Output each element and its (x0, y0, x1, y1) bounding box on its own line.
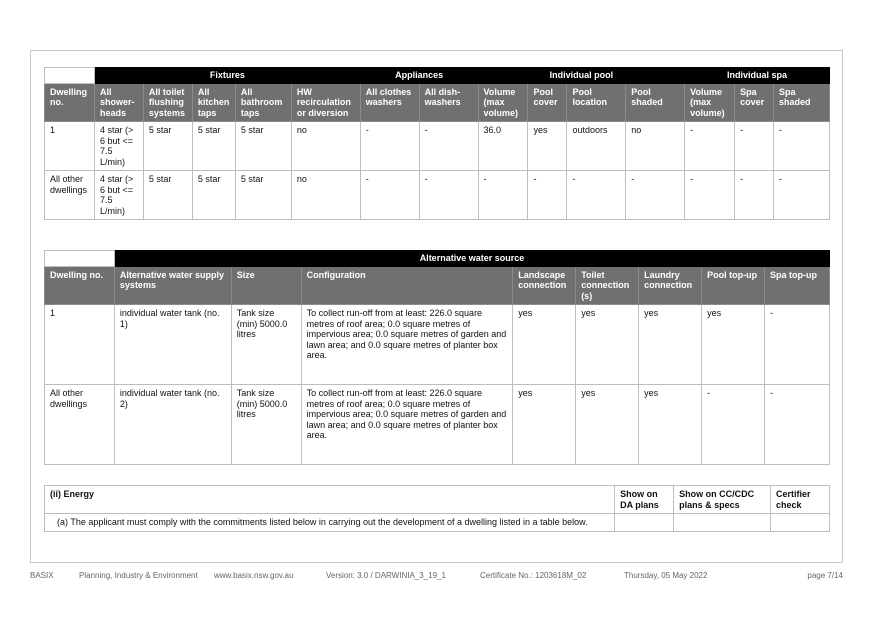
table-cell: yes (513, 385, 576, 465)
table-cell: outdoors (567, 122, 626, 171)
column-header: Configuration (301, 266, 513, 305)
table-cell: To collect run-off from at least: 226.0 square metres of roof area; 0.0 square metres of impervious area; 0.0 square metres of garden and lawn area; and 0.0 square metres of planter box area. (301, 385, 513, 465)
table-cell: To collect run-off from at least: 226.0 square metres of roof area; 0.0 square metres of impervious area; 0.0 square metres of garden and lawn area; and 0.0 square metres of planter box area. (301, 305, 513, 385)
table-row (45, 171, 830, 220)
table-cell: no (291, 122, 360, 171)
table-cell: 36.0 (478, 122, 528, 171)
table-cell: yes (528, 122, 567, 171)
table-cell: 5 star (192, 122, 235, 171)
table-cell: - (735, 171, 774, 220)
footer-url: www.basix.nsw.gov.au (214, 571, 294, 580)
table-cell: - (685, 122, 735, 171)
column-header: Volume (max volume) (685, 83, 735, 122)
table-cell (674, 514, 771, 532)
section-title: (ii) Energy (45, 486, 615, 514)
table-cell: - (360, 171, 419, 220)
table-cell (771, 514, 830, 532)
column-header: All bathroom taps (235, 83, 291, 122)
table-cell: - (360, 122, 419, 171)
page-footer (30, 571, 843, 583)
table-cell: 5 star (235, 122, 291, 171)
group-header: Appliances (360, 68, 478, 84)
table-cell: - (735, 122, 774, 171)
column-header: Pool top-up (702, 266, 765, 305)
table-row (45, 122, 830, 171)
table-cell: 4 star (> 6 but <= 7.5 L/min) (94, 122, 143, 171)
table-cell: Tank size (min) 5000.0 litres (231, 385, 301, 465)
column-header: All clothes washers (360, 83, 419, 122)
footer-date: Thursday, 05 May 2022 (624, 571, 708, 580)
column-header: Pool shaded (626, 83, 685, 122)
table-cell: 5 star (192, 171, 235, 220)
table-cell: - (419, 122, 478, 171)
column-header: Pool location (567, 83, 626, 122)
alternative-water-table (44, 250, 830, 465)
table-row (45, 514, 830, 532)
table-cell: 5 star (143, 171, 192, 220)
table-cell: 5 star (235, 171, 291, 220)
table-cell: yes (576, 385, 639, 465)
table-cell: - (626, 171, 685, 220)
commitment-text: (a) The applicant must comply with the commitments listed below in carrying out the development of a dwelling listed in a table below. (45, 514, 615, 532)
column-header: All toilet flushing systems (143, 83, 192, 122)
table-cell: 1 (45, 305, 115, 385)
footer-certificate: Certificate No.: 1203618M_02 (480, 571, 587, 580)
table-cell: no (291, 171, 360, 220)
table-row (45, 305, 830, 385)
table-cell: no (626, 122, 685, 171)
column-header: Landscape connection (513, 266, 576, 305)
column-header: Show on CC/CDC plans & specs (674, 486, 771, 514)
group-header: Alternative water source (114, 251, 829, 267)
table-cell: - (774, 171, 830, 220)
table-cell: individual water tank (no. 1) (114, 305, 231, 385)
table-cell: yes (576, 305, 639, 385)
table-cell: 1 (45, 122, 95, 171)
table-cell: - (774, 122, 830, 171)
column-header: Laundry connection (639, 266, 702, 305)
table-cell: - (765, 305, 830, 385)
table-cell: yes (639, 305, 702, 385)
energy-table (44, 485, 830, 532)
table-row (45, 385, 830, 465)
footer-department: Planning, Industry & Environment (79, 571, 198, 580)
column-header: Spa cover (735, 83, 774, 122)
table-cell: - (478, 171, 528, 220)
column-header: All dish-washers (419, 83, 478, 122)
footer-page-number: page 7/14 (807, 571, 843, 580)
column-header: Pool cover (528, 83, 567, 122)
table-cell: individual water tank (no. 2) (114, 385, 231, 465)
table-cell: 5 star (143, 122, 192, 171)
table-cell: All other dwellings (45, 171, 95, 220)
table-cell: Tank size (min) 5000.0 litres (231, 305, 301, 385)
table-cell: - (685, 171, 735, 220)
table-cell: yes (513, 305, 576, 385)
column-header: Certifier check (771, 486, 830, 514)
group-blank-cell (45, 68, 95, 84)
group-header: Individual pool (478, 68, 685, 84)
column-header: Alternative water supply systems (114, 266, 231, 305)
footer-basix: BASIX (30, 571, 54, 580)
group-blank-cell (45, 251, 115, 267)
column-header: Dwelling no. (45, 83, 95, 122)
table-cell: - (702, 385, 765, 465)
table-cell (615, 514, 674, 532)
column-header: HW recirculation or diversion (291, 83, 360, 122)
column-header: Volume (max volume) (478, 83, 528, 122)
group-header: Individual spa (685, 68, 830, 84)
column-header: Spa shaded (774, 83, 830, 122)
table-cell: yes (639, 385, 702, 465)
table-cell: All other dwellings (45, 385, 115, 465)
fixtures-table (44, 67, 830, 220)
table-cell: - (419, 171, 478, 220)
column-header: Toilet connection (s) (576, 266, 639, 305)
column-header: All shower-heads (94, 83, 143, 122)
column-header: Dwelling no. (45, 266, 115, 305)
group-header: Fixtures (94, 68, 360, 84)
table-cell: 4 star (> 6 but <= 7.5 L/min) (94, 171, 143, 220)
column-header: Size (231, 266, 301, 305)
table-cell: - (528, 171, 567, 220)
table-cell: - (567, 171, 626, 220)
footer-version: Version: 3.0 / DARWINIA_3_19_1 (326, 571, 446, 580)
table-cell: yes (702, 305, 765, 385)
table-cell: - (765, 385, 830, 465)
column-header: Show on DA plans (615, 486, 674, 514)
column-header: All kitchen taps (192, 83, 235, 122)
column-header: Spa top-up (765, 266, 830, 305)
